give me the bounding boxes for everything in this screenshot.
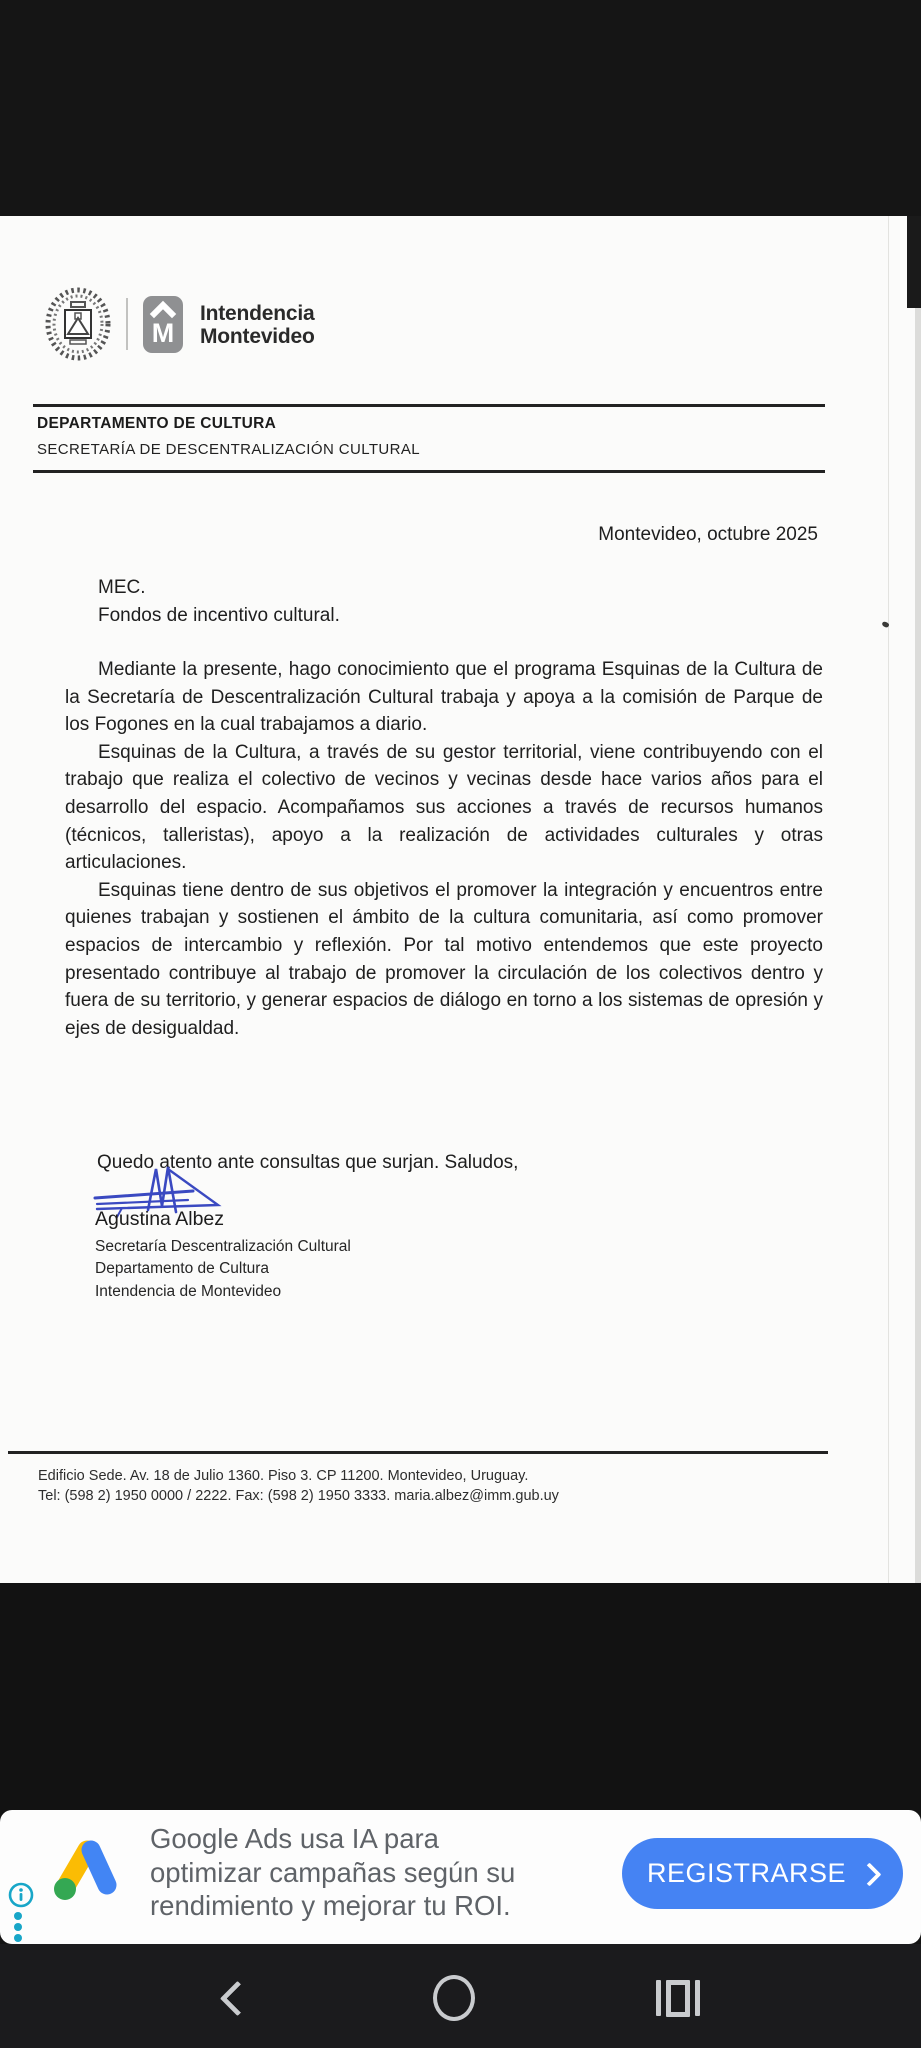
- ad-text-line: rendimiento y mejorar tu ROI.: [150, 1890, 511, 1921]
- back-icon: [219, 1980, 254, 2015]
- footer-line: Tel: (598 2) 1950 0000 / 2222. Fax: (598 2) 1950 3333. maria.albez@imm.gub.uy: [38, 1487, 559, 1504]
- signatory-role: Secretaría Descentralización Cultural: [95, 1238, 351, 1255]
- ad-text: [150, 1822, 515, 1923]
- background-band: [0, 1583, 921, 1810]
- recents-icon: [656, 1980, 700, 2017]
- more-options-dots-icon[interactable]: [14, 1912, 22, 1945]
- brand-line-2: Montevideo: [200, 325, 315, 348]
- paragraph: Esquinas tiene dentro de sus objetivos el promover la integración y encuentros entre quienes trabajan y sostienen el ámbito de la cultura comunitaria, así como promover espacios de intercambio y reflexión. Por tal motivo entendemos que este proyecto presentado contribuye al trabajo de promover la circulación de los colectivos dentro y fuera de su territorio, y generar espacios de diálogo en torno a los sistemas de opresión y ejes de desigualdad.: [65, 879, 823, 1039]
- brand-line-1: Intendencia: [200, 302, 315, 325]
- register-button-label: REGISTRARSE: [646, 1858, 847, 1888]
- register-button[interactable]: [622, 1838, 903, 1909]
- home-icon: [433, 1975, 475, 2021]
- header-rule-bottom: [33, 470, 825, 473]
- ad-text-line: Google Ads usa IA para: [150, 1823, 439, 1854]
- closing-line: Quedo atento ante consultas que surjan. Saludos,: [97, 1152, 519, 1173]
- ad-banner[interactable]: [0, 1810, 921, 1944]
- paragraph: Mediante la presente, hago conocimiento que el programa Esquinas de la Cultura de la Secretaría de Descentralización Cultural trabaja y apoya a la comisión de Parque de los Fogones en la cual trabajamos a diario.: [65, 659, 823, 736]
- logo-divider: [126, 298, 128, 350]
- status-bar-area: [0, 0, 921, 216]
- page-corner-shadow: [907, 216, 921, 308]
- back-button[interactable]: [209, 1974, 257, 2022]
- page-crease: [888, 216, 889, 1583]
- home-button[interactable]: [430, 1974, 478, 2022]
- footer-line: Edificio Sede. Av. 18 de Julio 1360. Piso 3. CP 11200. Montevideo, Uruguay.: [38, 1468, 529, 1484]
- brand-name: [200, 302, 315, 348]
- info-icon[interactable]: [8, 1882, 34, 1908]
- footer-address: [38, 1467, 559, 1506]
- signatory-role: Departamento de Cultura: [95, 1260, 270, 1278]
- recipient-line: MEC.: [98, 577, 146, 598]
- coat-of-arms-icon: [43, 284, 113, 364]
- page-edge-shadow: [915, 216, 921, 1583]
- intendencia-m-logo-icon: [143, 296, 183, 353]
- secretary-title: SECRETARÍA DE DESCENTRALIZACIÓN CULTURAL: [37, 441, 421, 458]
- header-rule-top: [33, 404, 825, 407]
- recipient-block: [98, 574, 340, 629]
- date-line: Montevideo, octubre 2025: [598, 524, 818, 545]
- signatory-role: Intendencia de Montevideo: [95, 1282, 282, 1300]
- footer-rule: [8, 1451, 828, 1454]
- letter-body: [65, 656, 823, 1042]
- paragraph: Esquinas de la Cultura, a través de su gestor territorial, viene contribuyendo con el trabajo que realiza el colectivo de vecinos y vecinas desde hace varios años para el desarrollo del espacio. Acompañamos sus acciones a través de recursos humanos (técnicos, talleristas), apoyo a la realización de actividades culturales y otras articulaciones.: [65, 741, 823, 874]
- chevron-right-icon: [857, 1862, 881, 1886]
- navigation-bar: [0, 1944, 921, 2048]
- department-title: DEPARTAMENTO DE CULTURA: [37, 415, 277, 432]
- google-ads-logo-icon: [49, 1839, 119, 1907]
- recipient-line: Fondos de incentivo cultural.: [98, 604, 340, 626]
- signatory-name: Agustina Albez: [95, 1208, 225, 1230]
- document-page[interactable]: [0, 216, 921, 1583]
- recents-button[interactable]: [654, 1974, 702, 2022]
- signatory-roles: [95, 1236, 351, 1303]
- m-logo-letter: M: [151, 318, 175, 348]
- ad-text-line: optimizar campañas según su: [150, 1856, 516, 1888]
